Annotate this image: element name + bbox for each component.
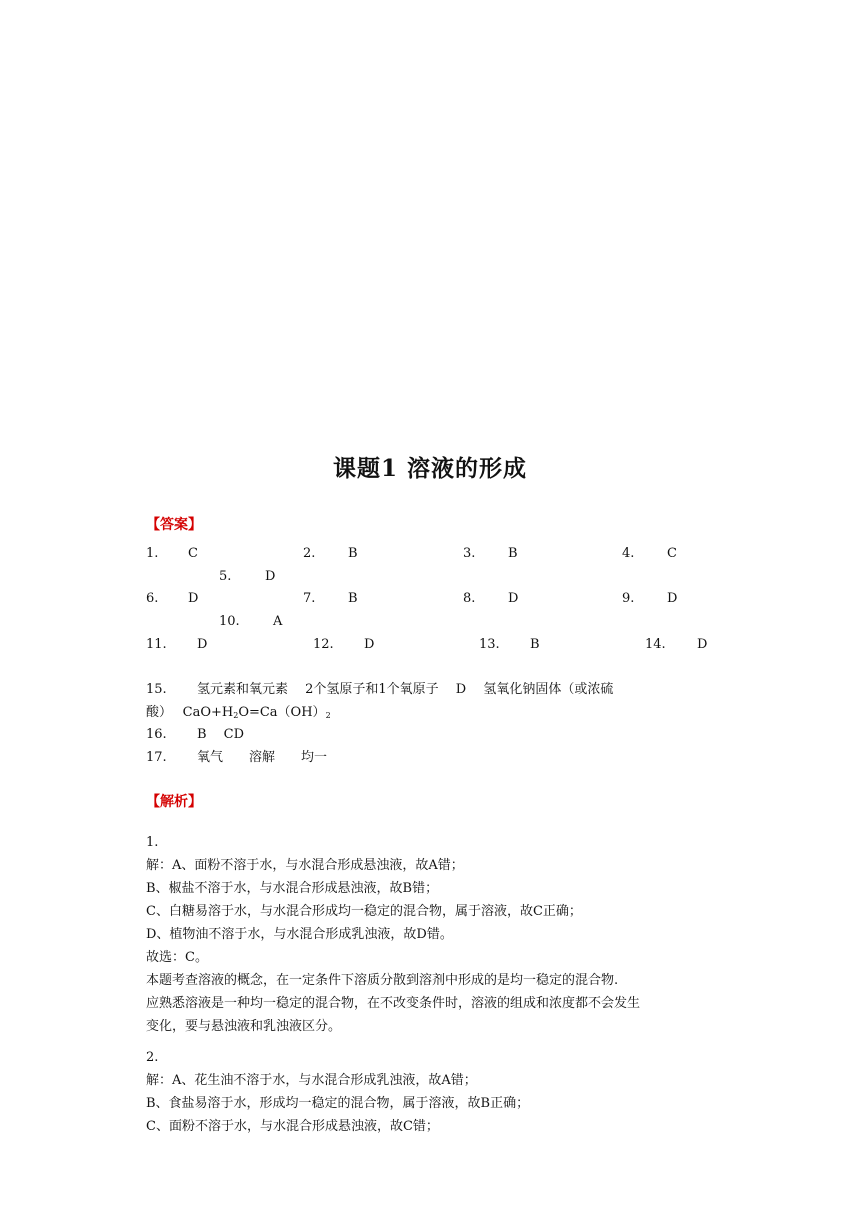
answer-value: C [188,546,198,561]
answer-value: B [348,546,358,561]
answer-number: 15. [146,682,167,697]
answer-value: B [508,546,518,561]
answer-header: 【答案】 [146,517,202,533]
answer-number: 5. [219,569,232,584]
answer-value: D [188,591,199,606]
answer-number: 2. [303,546,316,561]
answer-value: A [273,614,283,629]
answer-value: D [364,637,375,652]
analysis-line: B、椒盐不溶于水，与水混合形成悬浊液，故B错； [146,881,439,896]
analysis-line: 解：A、面粉不溶于水，与水混合形成悬浊液，故A错； [146,858,464,873]
analysis-line: 本题考查溶液的概念，在一定条件下溶质分散到溶剂中形成的是均一稳定的混合物. [146,973,619,988]
answer-number: 8. [463,591,476,606]
analysis-line: 解：A、花生油不溶于水，与水混合形成乳浊液，故A错； [146,1073,477,1088]
answer-number: 9. [622,591,635,606]
answer-number: 7. [303,591,316,606]
analysis-header: 【解析】 [146,794,202,810]
answer-value: B [348,591,358,606]
answer-17-text: 氧气 溶解 均一 [197,750,328,765]
analysis-line: 故选：C。 [146,950,208,965]
answer-number: 1. [146,546,159,561]
analysis-line: D、植物油不溶于水，与水混合形成乳浊液，故D错。 [146,927,453,942]
answer-number: 6. [146,591,159,606]
analysis-line: 应熟悉溶液是一种均一稳定的混合物，在不改变条件时，溶液的组成和浓度都不会发生 [146,996,641,1011]
answer-number: 13. [479,637,500,652]
answer-value: B [530,637,540,652]
analysis-number: 2. [146,1050,159,1065]
answer-value: C [667,546,677,561]
analysis-number: 1. [146,835,159,850]
answer-number: 4. [622,546,635,561]
answer-value: D [265,569,276,584]
analysis-line: 变化，要与悬浊液和乳浊液区分。 [146,1019,342,1034]
answer-number: 16. [146,727,167,742]
answer-15-line2: 酸） $CaO+H_2O=Ca(OH)_2$ [146,705,331,720]
answer-value: D [667,591,678,606]
answer-number: 14. [645,637,666,652]
answer-number: 12. [313,637,334,652]
answer-number: 3. [463,546,476,561]
page-title: 课题1 溶液的形成 [332,455,527,482]
answer-number: 17. [146,750,167,765]
analysis-line: C、白糖易溶于水，与水混合形成均一稳定的混合物，属于溶液，故C正确； [146,904,582,919]
analysis-line: C、面粉不溶于水，与水混合形成悬浊液，故C错； [146,1119,439,1134]
answer-16-text: B CD [197,727,245,742]
answer-value: D [508,591,519,606]
answer-value: D [697,637,708,652]
answer-number: 10. [219,614,240,629]
analysis-line: B、食盐易溶于水，形成均一稳定的混合物，属于溶液，故B正确； [146,1096,530,1111]
answer-value: D [197,637,208,652]
answer-number: 11. [146,637,167,652]
answer-15-line1: 氢元素和氧元素 2个氢原子和1个氧原子 D 氢氧化钠固体（或浓硫 [197,682,614,697]
